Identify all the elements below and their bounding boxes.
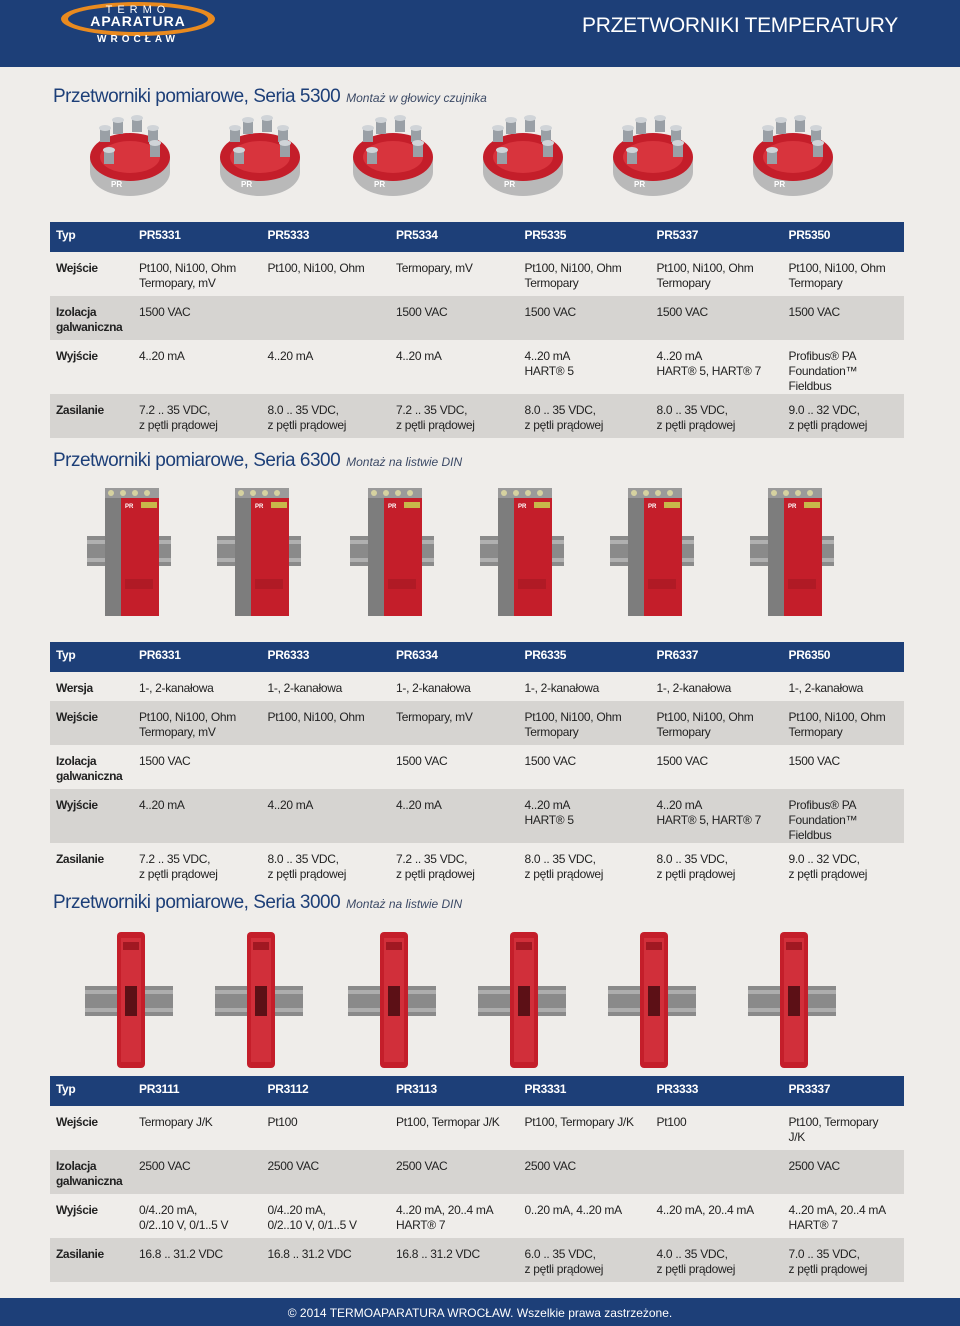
table-cell: 4..20 mA, 20..4 mA [656,1203,754,1217]
row-label: Izolacja galwaniczna [56,754,123,783]
round-head-transmitter-icon [608,112,698,202]
din-rail-transmitter-icon [348,484,438,624]
table-cell: 4..20 mA HART® 5, HART® 7 [656,349,761,378]
table-row [50,672,904,701]
table-cell: 1500 VAC [656,754,708,768]
table-cell: 4..20 mA [396,349,442,363]
product-gallery-6300 [50,484,900,624]
page-header [0,0,960,67]
table-cell: 4..20 mA HART® 5, HART® 7 [651,789,783,843]
row-label: Wejście [56,261,98,275]
row-label: Wejście [56,1115,98,1129]
table-cell: 4..20 mA [139,349,185,363]
table-cell: PR3331 [519,1076,651,1106]
din-rail-transmitter-icon [215,484,305,624]
table-cell: 1500 VAC [524,754,576,768]
table-cell: 0/4..20 mA, 0/2..10 V, 0/1..5 V [139,1203,229,1232]
table-cell: 1500 VAC [651,296,783,340]
table-cell: Pt100, Ni100, Ohm [267,261,365,275]
table-cell: 7.2 .. 35 VDC, z pętli prądowej [139,852,218,881]
table-row [50,1238,904,1282]
table-cell: 1500 VAC [390,296,519,340]
product-gallery-5300 [50,112,900,207]
table-cell: 4..20 mA, 20..4 mA HART® 7 [788,1203,886,1232]
table-cell: 1500 VAC [783,296,904,340]
svg-text:PR: PR [518,504,527,510]
section-title-3000: Przetworniki pomiarowe, Seria 3000 Montaż na listwie DIN [53,892,463,913]
table-cell: Pt100, Ni100, Ohm Termopary [524,261,622,290]
table-cell: 16.8 .. 31.2 VDC [390,1238,519,1282]
row-label: Zasilanie [56,852,104,866]
product-gallery-3000 [50,928,900,1068]
slim-din-transmitter-icon [478,928,568,1068]
table-cell: 4..20 mA [267,349,314,363]
slim-din-transmitter-icon [748,928,838,1068]
table-cell: 8.0 .. 35 VDC, z pętli prądowej [267,852,347,881]
slim-din-transmitter-icon [608,928,698,1068]
table-cell: 4..20 mA [133,789,262,843]
table-cell: 9.0 .. 32 VDC, z pętli prądowej [783,394,904,438]
table-cell: 2500 VAC [783,1150,904,1194]
table-cell: PR6334 [390,642,519,672]
table-cell: 1-, 2-kanałowa [267,681,343,695]
table-cell: Termopary, mV [390,701,519,745]
table-cell: PR3112 [262,1076,391,1106]
table-header-row [50,642,904,672]
table-cell: Termopary J/K [139,1115,213,1129]
table-cell: 7.0 .. 35 VDC, z pętli prądowej [783,1238,904,1282]
table-cell: Pt100, Ni100, Ohm Termopary, mV [133,701,262,745]
svg-text:PR: PR [388,504,397,510]
spec-table-3000 [50,1076,904,1282]
page-footer: © 2014 TERMOAPARATURA WROCŁAW. Wszelkie prawa zastrzeżone. [0,1298,960,1326]
table-cell: Pt100, Ni100, Ohm Termopary [788,261,886,290]
din-rail-transmitter-icon [748,484,838,624]
table-cell: 7.2 .. 35 VDC, z pętli prądowej [133,394,262,438]
table-cell: Termopary, mV [396,261,473,275]
table-cell: 4..20 mA [390,789,519,843]
table-cell: PR6333 [262,642,391,672]
table-row [50,701,904,745]
table-cell: 4..20 mA HART® 5 [524,349,574,378]
table-cell: 2500 VAC [262,1150,391,1194]
row-label: Izolacja galwaniczna [50,1150,133,1194]
table-header-row [50,222,904,252]
row-label: Zasilanie [50,1238,133,1282]
table-cell: 16.8 .. 31.2 VDC [133,1238,262,1282]
row-label: Wejście [50,701,133,745]
table-cell: PR6350 [783,642,904,672]
table-row [50,745,904,789]
table-cell: PR3333 [651,1076,783,1106]
table-cell: 7.2 .. 35 VDC, z pętli prądowej [396,852,475,881]
table-cell: Pt100, Termopary J/K [788,1115,879,1144]
table-cell: Pt100, Termopary J/K [524,1115,634,1129]
table-header-row [50,1076,904,1106]
row-label: Wersja [56,681,93,695]
row-label: Zasilanie [50,394,133,438]
table-row [50,1194,904,1238]
table-cell: PR3113 [390,1076,519,1106]
table-cell: PR5334 [390,222,519,252]
table-cell: Pt100, Termopar J/K [396,1115,500,1129]
table-cell: 4..20 mA HART® 5 [519,789,651,843]
table-cell: 1-, 2-kanałowa [788,681,864,695]
table-cell: Pt100, Ni100, Ohm [262,701,391,745]
table-cell: 2500 VAC [519,1150,651,1194]
table-cell: 1-, 2-kanałowa [139,681,214,695]
table-cell: 4..20 mA [262,789,391,843]
table-cell: PR3111 [133,1076,262,1106]
table-cell: Pt100 [656,1115,687,1129]
row-label: Typ [50,642,133,672]
table-cell: 1500 VAC [139,754,191,768]
spec-table-6300 [50,642,904,887]
round-head-transmitter-icon [478,112,568,202]
table-cell: Pt100, Ni100, Ohm Termopary [651,701,783,745]
din-rail-transmitter-icon [85,484,175,624]
svg-text:PR: PR [125,504,134,510]
row-label: Typ [50,222,133,252]
table-cell: 9.0 .. 32 VDC, z pętli prądowej [788,852,868,881]
din-rail-transmitter-icon [478,484,568,624]
table-cell: 4..20 mA, 20..4 mA HART® 7 [396,1203,494,1232]
table-row [50,252,904,296]
table-cell: 1-, 2-kanałowa [396,681,471,695]
table-cell: Pt100 [267,1115,298,1129]
table-cell: 8.0 .. 35 VDC, z pętli prądowej [519,394,651,438]
table-cell: 0/4..20 mA, 0/2..10 V, 0/1..5 V [267,1203,357,1232]
table-cell: Pt100, Ni100, Ohm Termopary, mV [139,261,236,290]
spec-table-5300 [50,222,904,438]
table-cell: 1500 VAC [133,296,262,340]
table-cell: 1500 VAC [788,754,840,768]
table-cell: PR6337 [651,642,783,672]
svg-text:PR: PR [374,180,386,189]
table-cell: 8.0 .. 35 VDC, z pętli prądowej [262,394,391,438]
din-rail-transmitter-icon [608,484,698,624]
table-cell: PR5337 [651,222,783,252]
table-cell: 6.0 .. 35 VDC, z pętli prądowej [519,1238,651,1282]
table-cell: PR5335 [519,222,651,252]
table-cell: Profibus® PA Foundation™ Fieldbus [788,349,858,393]
table-cell: 1500 VAC [519,296,651,340]
table-cell: 1-, 2-kanałowa [524,681,600,695]
table-cell: Pt100, Ni100, Ohm Termopary [783,701,904,745]
table-cell [651,1150,783,1194]
table-cell: 0..20 mA, 4..20 mA [524,1203,622,1217]
table-cell: PR6331 [133,642,262,672]
table-cell: Pt100, Ni100, Ohm Termopary [519,701,651,745]
table-cell: 8.0 .. 35 VDC, z pętli prądowej [656,852,736,881]
table-row [50,340,904,394]
table-cell: Profibus® PA Foundation™ Fieldbus [783,789,904,843]
row-label: Wyjście [56,349,98,363]
svg-text:PR: PR [648,504,657,510]
row-label: Wyjście [56,1203,98,1217]
table-cell: 7.2 .. 35 VDC, z pętli prądowej [390,394,519,438]
table-cell: Pt100, Ni100, Ohm Termopary [656,261,754,290]
table-cell [262,745,391,789]
table-cell: PR5331 [133,222,262,252]
table-row [50,1150,904,1194]
table-row [50,1106,904,1150]
table-cell: 4.0 .. 35 VDC, z pętli prądowej [651,1238,783,1282]
table-cell: 1-, 2-kanałowa [656,681,732,695]
row-label: Wyjście [50,789,133,843]
svg-text:PR: PR [634,180,646,189]
table-cell: 2500 VAC [133,1150,262,1194]
svg-text:TERMO: TERMO [105,4,171,16]
round-head-transmitter-icon [748,112,838,202]
section-title-5300: Przetworniki pomiarowe, Seria 5300 Montaż w głowicy czujnika [53,86,487,107]
table-cell: 16.8 .. 31.2 VDC [262,1238,391,1282]
round-head-transmitter-icon [215,112,305,202]
section-title-6300: Przetworniki pomiarowe, Seria 6300 Montaż na listwie DIN [53,450,463,471]
table-cell: 8.0 .. 35 VDC, z pętli prądowej [651,394,783,438]
svg-text:PR: PR [111,180,123,189]
table-cell: PR5350 [783,222,904,252]
table-cell: 2500 VAC [390,1150,519,1194]
svg-text:PR: PR [255,504,264,510]
table-cell: PR3337 [783,1076,904,1106]
svg-text:PR: PR [241,180,253,189]
slim-din-transmitter-icon [348,928,438,1068]
round-head-transmitter-icon [348,112,438,202]
row-label: Typ [50,1076,133,1106]
table-row [50,296,904,340]
table-cell: 8.0 .. 35 VDC, z pętli prądowej [524,852,604,881]
svg-text:PR: PR [504,180,516,189]
row-label: Izolacja galwaniczna [50,296,133,340]
table-row [50,394,904,438]
table-cell [262,296,391,340]
svg-text:PR: PR [788,504,797,510]
round-head-transmitter-icon [85,112,175,202]
slim-din-transmitter-icon [215,928,305,1068]
svg-text:APARATURA: APARATURA [90,13,186,29]
page-title: PRZETWORNIKI TEMPERATURY [582,14,898,37]
table-row [50,789,904,843]
table-cell: PR5333 [262,222,391,252]
slim-din-transmitter-icon [85,928,175,1068]
logo-city: WROCŁAW [97,34,179,45]
table-cell: PR6335 [519,642,651,672]
svg-text:PR: PR [774,180,786,189]
table-row [50,843,904,887]
table-cell: 1500 VAC [396,754,448,768]
